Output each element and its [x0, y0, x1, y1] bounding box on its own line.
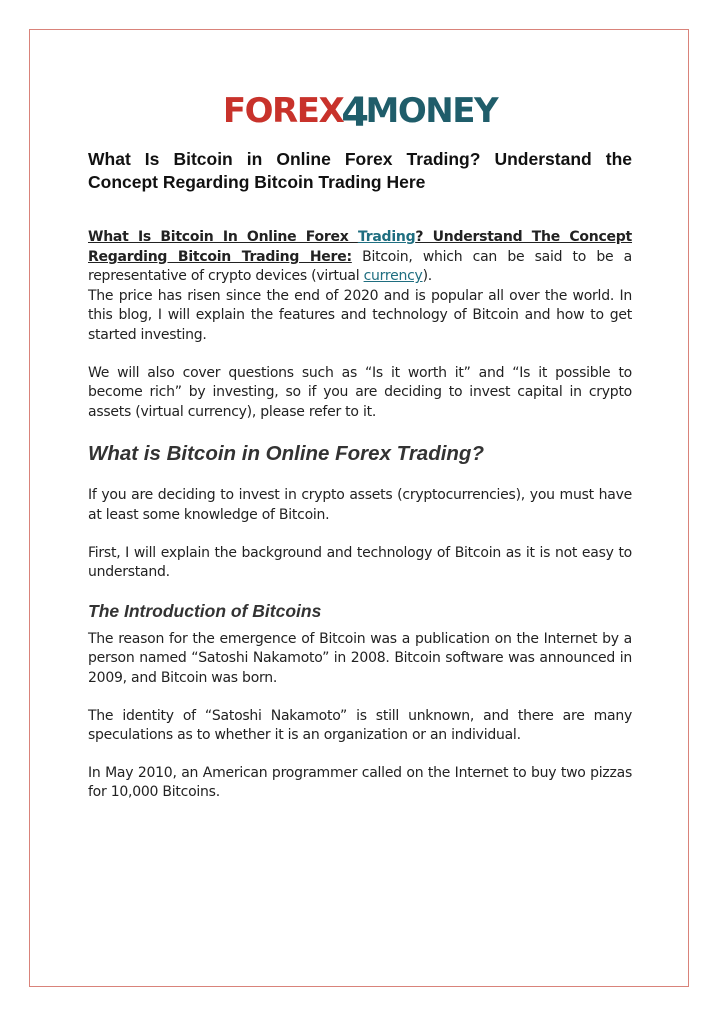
section2-heading: The Introduction of Bitcoins	[88, 600, 322, 621]
section1-paragraph-1: If you are deciding to invest in crypto assets (cryptocurrencies), you must have at least some knowledge of Bitcoin.	[88, 487, 632, 523]
page-title: What Is Bitcoin in Online Forex Trading? Understand the Concept Regarding Bitcoin Trading Here	[88, 149, 632, 192]
intro-paragraph-3: We will also cover questions such as “Is it worth it” and “Is it possible to become rich” by investing, so if you are deciding to invest capital in crypto assets (virtual currency), please refer to it.	[88, 364, 632, 420]
logo-money: MONEY	[365, 91, 498, 131]
intro-text-b: ).	[422, 268, 432, 285]
lead-heading-link-part2[interactable]: ? Understand The Concept Regarding Bitcoin Trading Here:	[88, 229, 633, 265]
intro-paragraph	[88, 228, 632, 287]
section2-paragraph-2: The identity of “Satoshi Nakamoto” is still unknown, and there are many speculations as to whether it is an organization or an individual.	[88, 707, 632, 744]
section1-heading: What is Bitcoin in Online Forex Trading?	[88, 442, 484, 466]
lead-heading-link-part1[interactable]: What Is Bitcoin In Online Forex	[88, 229, 358, 245]
section2-paragraph-3: In May 2010, an American programmer called on the Internet to buy two pizzas for 10,000 Bitcoins.	[88, 764, 632, 801]
section1-paragraph-2: First, I will explain the background and technology of Bitcoin as it is not easy to understand.	[88, 544, 632, 581]
trading-link[interactable]: Trading	[357, 229, 416, 245]
logo-wordmark	[222, 85, 498, 136]
logo-orex: OREX	[244, 91, 344, 131]
intro-text-a: Bitcoin, which can be said to be a representative of crypto devices (virtual	[88, 248, 632, 285]
document-content	[88, 86, 632, 803]
intro-paragraph-2: The price has risen since the end of 2020 and is popular all over the world. In this blog, I will explain the features and technology of Bitcoin and how to get started investing.	[88, 287, 632, 343]
logo-f: F	[222, 91, 245, 131]
forex4money-logo[interactable]	[88, 86, 632, 136]
section2-paragraph-1: The reason for the emergence of Bitcoin was a publication on the Internet by a person named “Satoshi Nakamoto” in 2008. Bitcoin software was announced in 2009, and Bitcoin was born.	[88, 630, 632, 686]
currency-link[interactable]: currency	[363, 268, 423, 285]
logo-four: 4	[341, 90, 368, 136]
